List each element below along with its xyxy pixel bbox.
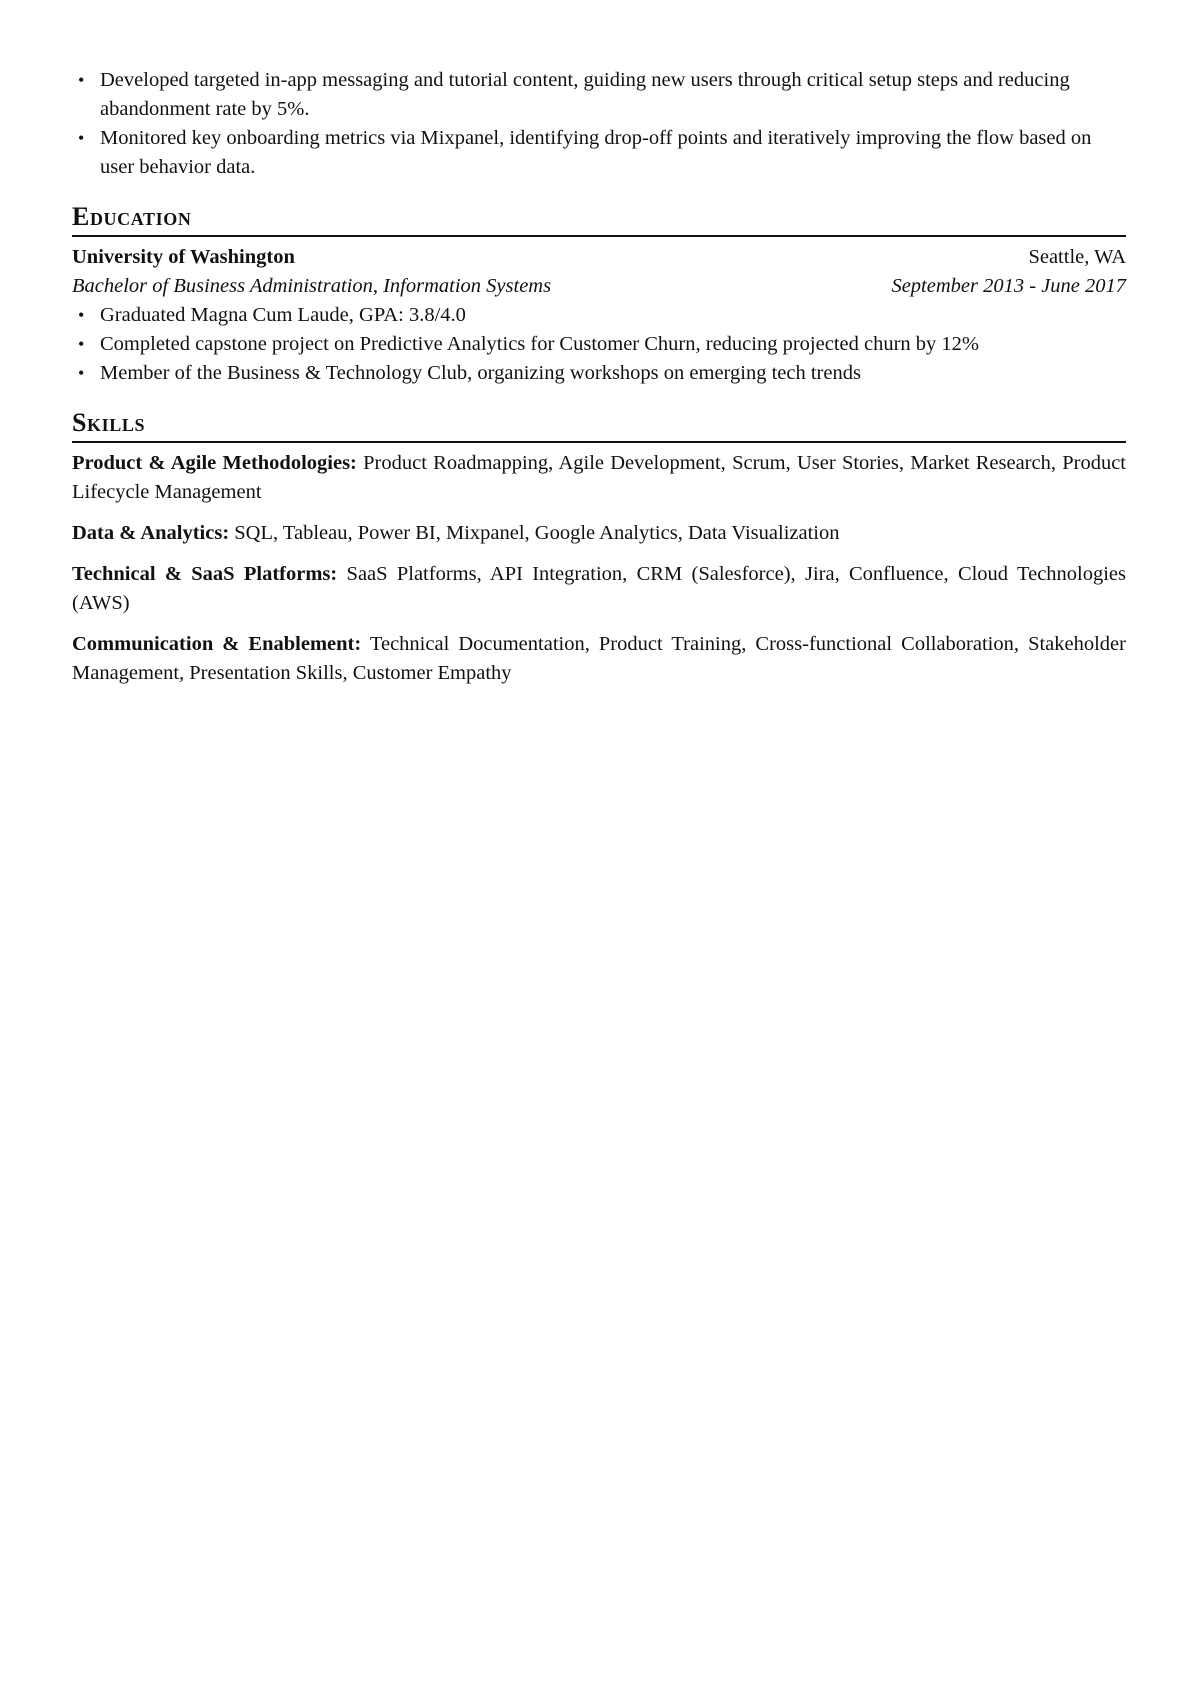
list-item bbox=[72, 124, 1126, 182]
skill-group bbox=[72, 519, 1126, 548]
education-heading: Education bbox=[72, 202, 1126, 237]
skill-items: Product Roadmapping, Agile Development, Scrum, User Stories, Market Research, Product Lifecycle Management bbox=[72, 452, 1127, 503]
education-entry-header bbox=[72, 243, 1126, 272]
bullet-text: Monitored key onboarding metrics via Mixpanel, identifying drop-off points and iteratively improving the flow based on user behavior data. bbox=[100, 127, 1092, 178]
list-item bbox=[72, 359, 1126, 388]
bullet-text: Developed targeted in-app messaging and tutorial content, guiding new users through critical setup steps and reducing abandonment rate by 5%. bbox=[100, 69, 1070, 120]
skill-group bbox=[72, 449, 1126, 507]
bullet-icon: • bbox=[78, 334, 85, 354]
skill-group bbox=[72, 560, 1126, 618]
skill-items: Technical Documentation, Product Training, Cross-functional Collaboration, Stakeholder Management, Presentation Skills, Customer Empathy bbox=[72, 633, 1126, 684]
degree: Bachelor of Business Administration, Information Systems bbox=[72, 275, 552, 297]
skill-category: Product & Agile Methodologies: bbox=[72, 452, 357, 474]
skill-items: SaaS Platforms, API Integration, CRM (Salesforce), Jira, Confluence, Cloud Technologies (AWS) bbox=[72, 563, 1127, 614]
skill-category: Communication & Enablement: bbox=[72, 633, 362, 655]
education-entry-subheader bbox=[72, 272, 1126, 301]
bullet-text: Completed capstone project on Predictive Analytics for Customer Churn, reducing projected churn by 12% bbox=[100, 333, 979, 355]
resume-page bbox=[72, 66, 1126, 700]
bullet-text: Graduated Magna Cum Laude, GPA: 3.8/4.0 bbox=[100, 304, 466, 326]
school-location: Seattle, WA bbox=[1028, 246, 1126, 268]
skill-group bbox=[72, 630, 1126, 688]
skills-heading: Skills bbox=[72, 408, 1126, 443]
skill-items: SQL, Tableau, Power BI, Mixpanel, Google Analytics, Data Visualization bbox=[234, 522, 840, 544]
bullet-icon: • bbox=[78, 70, 85, 90]
list-item bbox=[72, 66, 1126, 124]
bullet-text: Member of the Business & Technology Club, organizing workshops on emerging tech trends bbox=[100, 362, 861, 384]
experience-bullet-list bbox=[72, 66, 1126, 182]
skill-category: Technical & SaaS Platforms: bbox=[72, 563, 338, 585]
bullet-icon: • bbox=[78, 363, 85, 383]
bullet-icon: • bbox=[78, 305, 85, 325]
list-item bbox=[72, 301, 1126, 330]
school-name: University of Washington bbox=[72, 246, 295, 268]
bullet-icon: • bbox=[78, 128, 85, 148]
list-item bbox=[72, 330, 1126, 359]
education-dates: September 2013 - June 2017 bbox=[891, 275, 1126, 297]
education-bullet-list bbox=[72, 301, 1126, 388]
skill-category: Data & Analytics: bbox=[72, 522, 230, 544]
